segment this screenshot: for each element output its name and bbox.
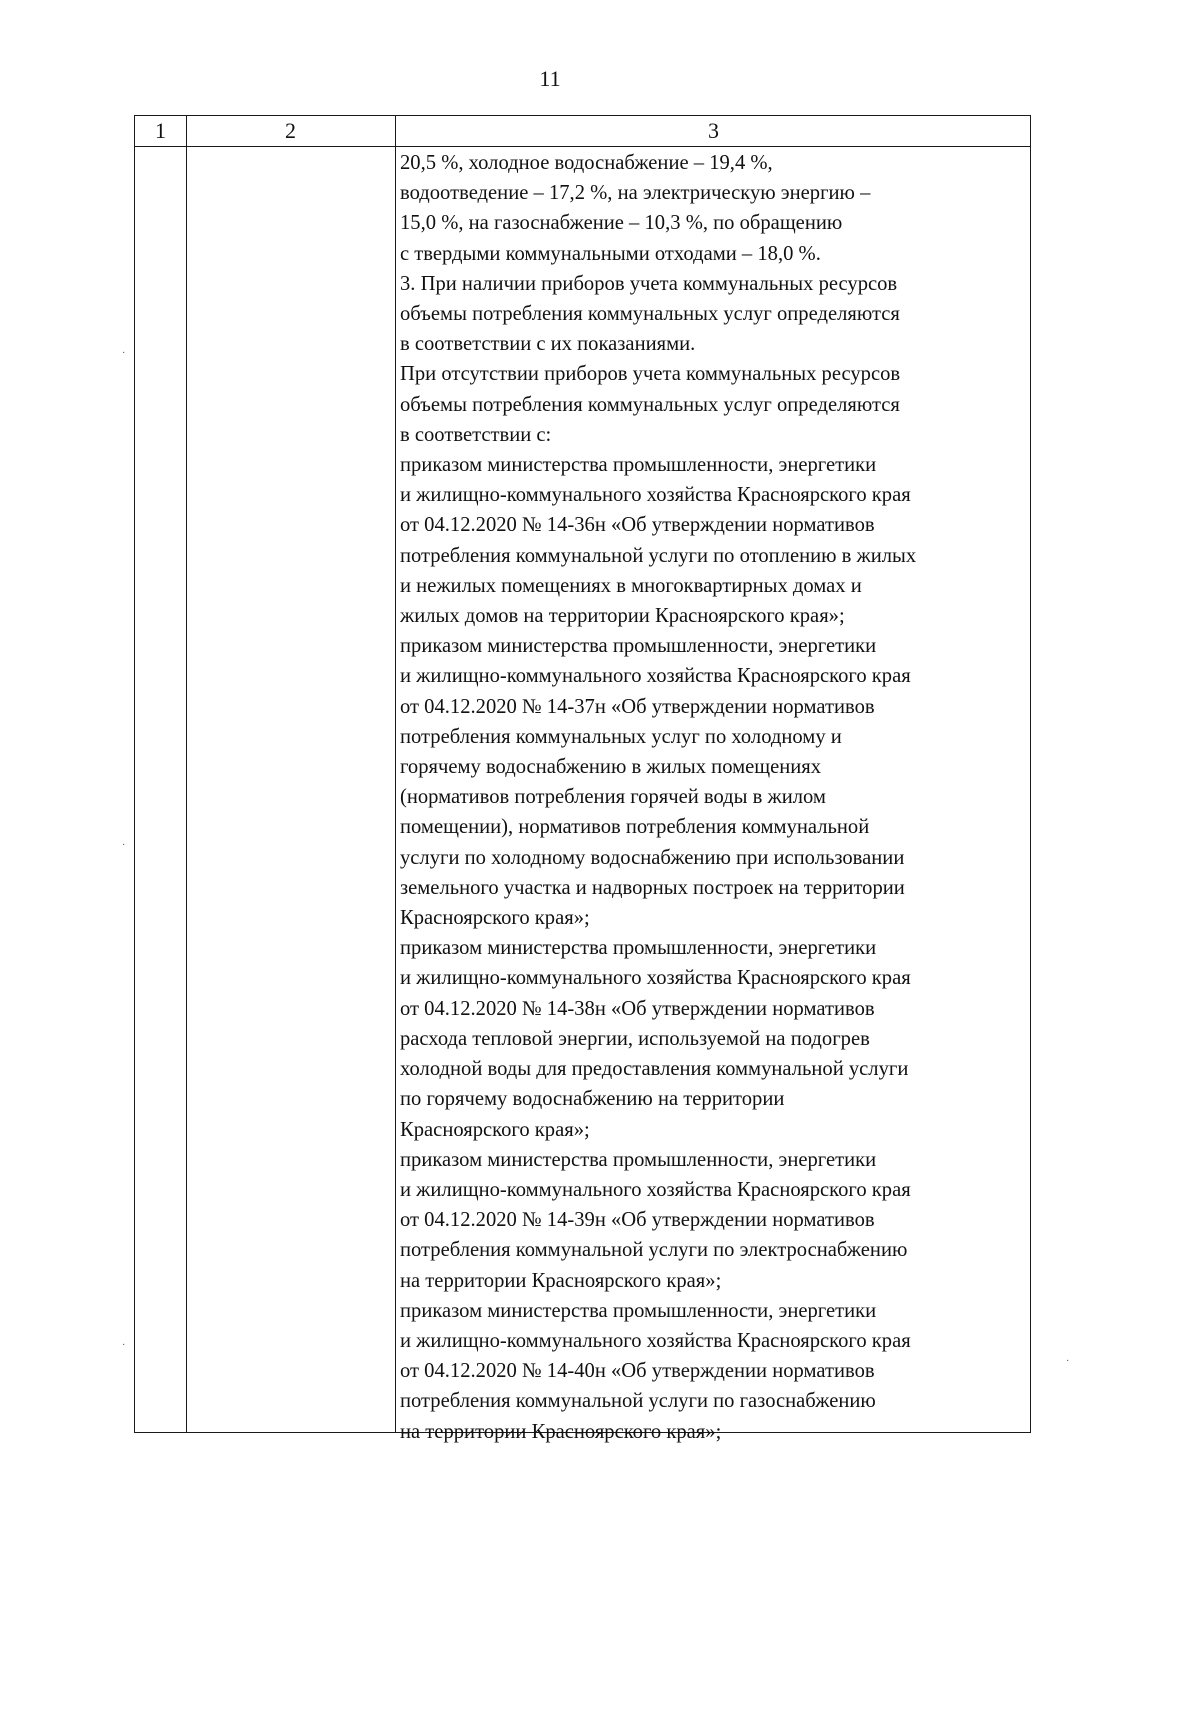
text-line: расхода тепловой энергии, используемой на подогрев [400, 1027, 870, 1050]
text-line: жилых домов на территории Красноярского края»; [400, 605, 845, 628]
column-header-3: 3 [708, 118, 719, 143]
text-line: от 04.12.2020 № 14-37н «Об утверждении нормативов [400, 695, 875, 718]
column-header-1: 1 [155, 118, 166, 143]
text-line: объемы потребления коммунальных услуг определяются [400, 303, 900, 326]
text-line: и жилищно-коммунального хозяйства Красноярского края [400, 484, 911, 507]
text-line: земельного участка и надворных построек на территории [400, 876, 905, 899]
scan-speck: · [122, 1340, 126, 1351]
column-header-2: 2 [285, 118, 296, 143]
text-line: по горячему водоснабжению на территории [400, 1088, 785, 1111]
column-3-text [400, 148, 1028, 1447]
text-line: Красноярского края»; [400, 1118, 590, 1141]
text-line: с твердыми коммунальными отходами – 18,0 %. [400, 242, 821, 265]
text-line: 20,5 %, холодное водоснабжение – 19,4 %, [400, 152, 773, 174]
text-line: на территории Красноярского края»; [400, 1269, 722, 1292]
text-line: в соответствии с: [400, 423, 552, 446]
text-line: помещении), нормативов потребления коммунальной [400, 816, 870, 839]
scan-speck: · [122, 840, 126, 851]
column-divider-1 [186, 116, 187, 1432]
page-number: 11 [539, 66, 561, 91]
text-line: от 04.12.2020 № 14-39н «Об утверждении нормативов [400, 1209, 875, 1232]
text-line: приказом министерства промышленности, энергетики [400, 1148, 877, 1171]
text-line: объемы потребления коммунальных услуг определяются [400, 393, 900, 416]
scan-speck: · [1066, 1356, 1070, 1367]
text-line: (нормативов потребления горячей воды в жилом [400, 786, 826, 809]
text-line: и нежилых помещениях в многоквартирных домах и [400, 574, 862, 597]
header-divider [135, 146, 1030, 147]
text-line: от 04.12.2020 № 14-36н «Об утверждении нормативов [400, 514, 875, 537]
text-line: и жилищно-коммунального хозяйства Красноярского края [400, 1178, 911, 1201]
text-line: потребления коммунальной услуги по отоплению в жилых [400, 544, 917, 567]
text-line: услуги по холодному водоснабжению при использовании [400, 846, 905, 869]
text-line: При отсутствии приборов учета коммунальных ресурсов [400, 363, 901, 386]
text-line: горячему водоснабжению в жилых помещениях [400, 756, 822, 779]
text-line: 3. При наличии приборов учета коммунальных ресурсов [400, 272, 898, 295]
text-line: на территории Красноярского края»; [400, 1420, 722, 1443]
text-line: и жилищно-коммунального хозяйства Красноярского края [400, 967, 911, 990]
text-line: от 04.12.2020 № 14-40н «Об утверждении нормативов [400, 1360, 875, 1383]
document-table [134, 115, 1031, 1443]
text-line: 15,0 %, на газоснабжение – 10,3 %, по обращению [400, 212, 843, 235]
text-line: водоотведение – 17,2 %, на электрическую энергию – [400, 182, 871, 205]
column-divider-2 [395, 116, 396, 1432]
text-line: в соответствии с их показаниями. [400, 333, 696, 356]
text-line: от 04.12.2020 № 14-38н «Об утверждении нормативов [400, 997, 875, 1020]
text-line: приказом министерства промышленности, энергетики [400, 635, 877, 658]
text-line: Красноярского края»; [400, 907, 590, 930]
text-line: приказом министерства промышленности, энергетики [400, 1299, 877, 1322]
text-line: потребления коммунальной услуги по газоснабжению [400, 1390, 876, 1413]
text-line: потребления коммунальных услуг по холодному и [400, 725, 842, 748]
text-line: потребления коммунальной услуги по электроснабжению [400, 1239, 908, 1262]
text-line: и жилищно-коммунального хозяйства Красноярского края [400, 1329, 911, 1352]
text-line: приказом министерства промышленности, энергетики [400, 937, 877, 960]
text-line: холодной воды для предоставления коммунальной услуги [400, 1058, 909, 1081]
text-line: и жилищно-коммунального хозяйства Красноярского края [400, 665, 911, 688]
scan-speck: · [122, 348, 126, 359]
text-line: приказом министерства промышленности, энергетики [400, 454, 877, 477]
